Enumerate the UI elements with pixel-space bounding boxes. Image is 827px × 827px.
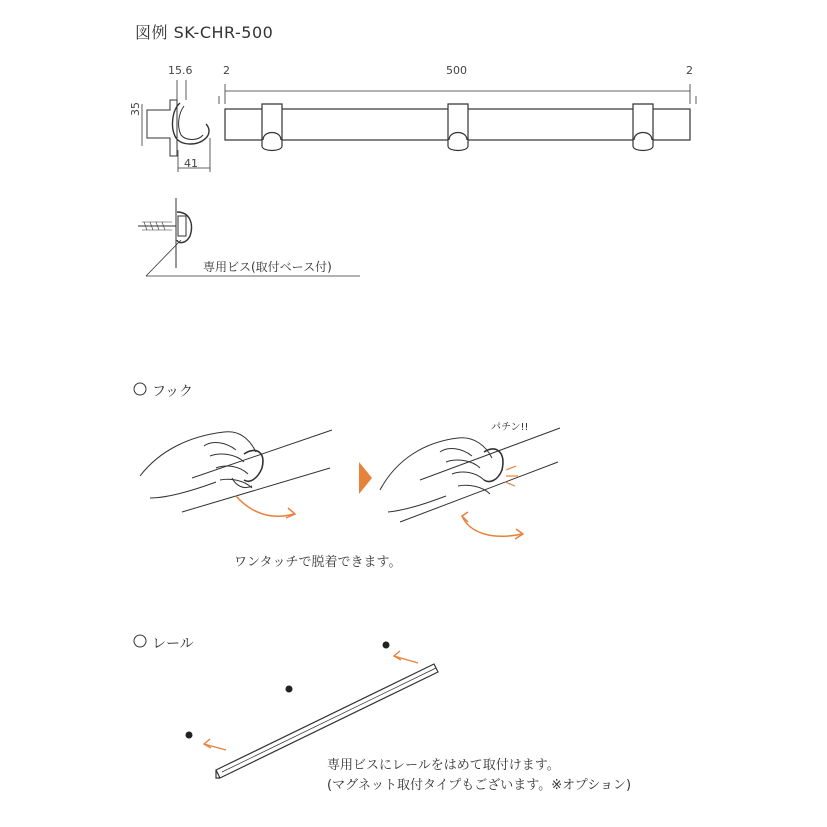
snap-burst-icon xyxy=(505,466,518,486)
rail-install-illustration xyxy=(186,642,439,779)
screw-point-3 xyxy=(186,732,193,739)
rail-pointer-arrows xyxy=(204,651,418,750)
hook-caption: ワンタッチで脱着できます。 xyxy=(234,555,402,570)
dim-rail-left-margin: 2 xyxy=(223,64,230,77)
snap-motion-arrow xyxy=(462,516,522,536)
attach-motion-arrow xyxy=(236,496,294,516)
rail-caption-line2: (マグネット取付タイプもございます。※オプション) xyxy=(327,778,632,793)
diagram-title: 図例 SK-CHR-500 xyxy=(135,23,274,42)
hook-side-view xyxy=(142,80,210,172)
dim-hook-width: 15.6 xyxy=(168,64,193,77)
hand-illustration-snap xyxy=(380,428,560,522)
rail-caption-line1: 専用ビスにレールをはめて取付けます。 xyxy=(327,758,560,773)
screw-caption: 専用ビス(取付ベース付) xyxy=(203,260,332,274)
hook-section-bullet xyxy=(134,383,146,395)
screw-point-1 xyxy=(383,642,390,649)
dim-rail-length: 500 xyxy=(446,64,467,77)
snap-sound-label: パチン!! xyxy=(491,422,529,433)
rail-front-view xyxy=(219,84,696,151)
dim-hook-height: 35 xyxy=(129,102,142,116)
dim-hook-depth: 41 xyxy=(184,157,198,170)
rail-hook-2 xyxy=(448,104,468,151)
screw-point-2 xyxy=(286,686,293,693)
hand-illustration-attach xyxy=(140,430,332,512)
rail-section-heading: レール xyxy=(152,636,194,652)
step-arrow-icon xyxy=(359,462,372,494)
rail-section-bullet xyxy=(134,635,146,647)
hook-section-heading: フック xyxy=(152,384,194,400)
rail-hook-3 xyxy=(633,104,653,151)
rail-hook-1 xyxy=(262,104,282,151)
dim-rail-right-margin: 2 xyxy=(686,64,693,77)
screw-detail xyxy=(138,198,360,276)
